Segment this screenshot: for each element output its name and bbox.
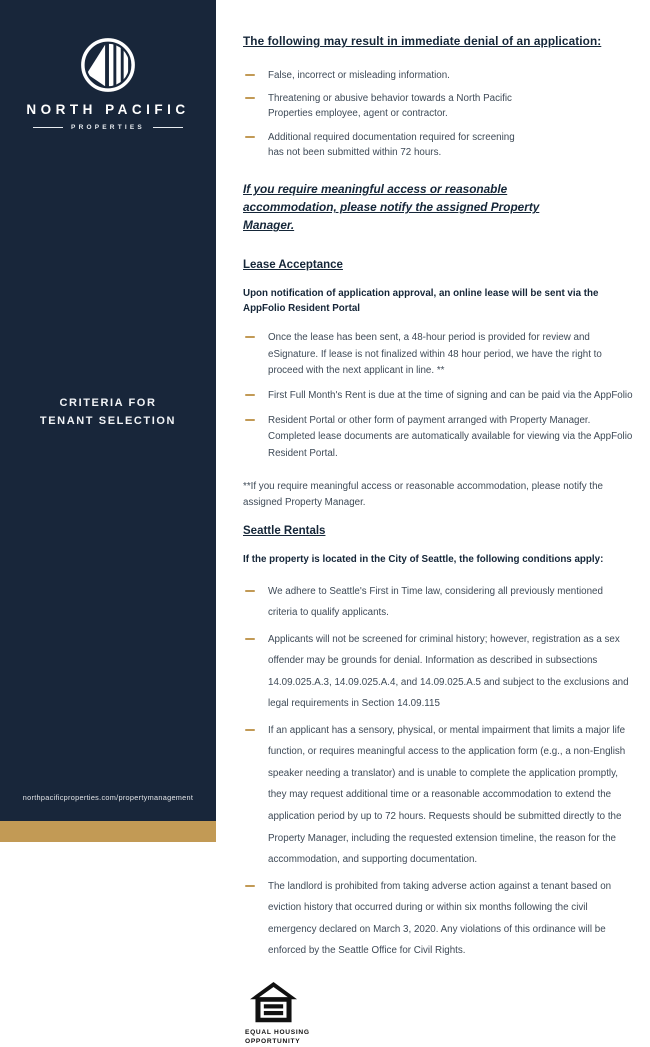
- dash-bullet-icon: [245, 336, 255, 338]
- dash-bullet-icon: [245, 136, 255, 138]
- list-item: Additional required documentation required for screening has not been submitted within 72 hours.: [243, 130, 528, 160]
- document-title-line1: CRITERIA FOR: [59, 397, 157, 409]
- denial-heading: The following may result in immediate denial of an application:: [243, 34, 602, 48]
- list-item: Applicants will not be screened for criminal history; however, registration as a sex offender may be grounds for denial. Information as described in subsections 14.09.025.A.3, 14.09.025.A.4, and 14.09.025.A.5 and subject to the exclusions and legal requirements in Section 14.09.115: [243, 629, 635, 715]
- gold-accent-bar: [0, 821, 216, 842]
- list-item: Resident Portal or other form of payment arranged with Property Manager. Completed lease documents are automatically available for viewing via the AppFolio Resident Portal.: [243, 413, 635, 463]
- dash-bullet-icon: [245, 638, 255, 640]
- dash-bullet-icon: [245, 419, 255, 421]
- list-item: Once the lease has been sent, a 48-hour period is provided for review and eSignature. If lease is not finalized within 48 hour period, we have the right to proceed with the next applicant in line. **: [243, 330, 635, 380]
- brand-block: [0, 36, 216, 131]
- sidebar: [0, 0, 216, 821]
- seattle-list: [243, 581, 635, 962]
- dash-bullet-icon: [245, 97, 255, 99]
- brand-name: NORTH PACIFIC: [26, 102, 190, 117]
- equal-housing-label: EQUAL HOUSING OPPORTUNITY: [245, 1028, 310, 1046]
- main-content: [243, 0, 635, 1046]
- dash-bullet-icon: [245, 590, 255, 592]
- list-item: The landlord is prohibited from taking adverse action against a tenant based on eviction history that occurred during or within six months following the civil emergency declared on March 3, 2020. Any violations of this ordinance will be enforced by the Seattle Office for Civil Rights.: [243, 876, 635, 962]
- footer-url: northpacificproperties.com/propertymanagement: [22, 793, 194, 802]
- brand-subname-row: [0, 124, 216, 131]
- list-item: If an applicant has a sensory, physical, or mental impairment that limits a major life function, or requires meaningful access to the application form (e.g., a non-English speaker needing a translator) and is unable to complete the application promptly, they may request additional time or a reasonable accommodation to extend the application period by up to 72 hours. Requests should be submitted directly to the Property Manager, including the requested extension timeline, the reason for the accommodation, and supporting documentation.: [243, 720, 635, 871]
- rule-left: [33, 127, 63, 128]
- document-title-line2: TENANT SELECTION: [39, 415, 177, 428]
- dash-bullet-icon: [245, 729, 255, 731]
- list-item: False, incorrect or misleading information.: [243, 68, 528, 83]
- equal-housing-block: [245, 982, 315, 1047]
- lease-intro: Upon notification of application approval, an online lease will be sent via the AppFolio Resident Portal: [243, 287, 599, 315]
- list-item: We adhere to Seattle's First in Time law, considering all previously mentioned criteria to qualify applicants.: [243, 581, 635, 624]
- lease-list: [243, 330, 635, 462]
- dash-bullet-icon: [245, 74, 255, 76]
- lease-heading: Lease Acceptance: [243, 258, 343, 271]
- brand-subname: PROPERTIES: [71, 124, 145, 131]
- rule-right: [153, 127, 183, 128]
- list-item: First Full Month's Rent is due at the time of signing and can be paid via the AppFolio: [243, 388, 635, 405]
- seattle-heading: Seattle Rentals: [243, 524, 326, 537]
- north-pacific-logo-icon: [79, 36, 137, 94]
- dash-bullet-icon: [245, 394, 255, 396]
- lease-note: **If you require meaningful access or reasonable accommodation, please notify the assigned Property Manager.: [243, 480, 603, 508]
- seattle-intro: If the property is located in the City of Seattle, the following conditions apply:: [243, 553, 604, 565]
- accommodation-notice: If you require meaningful access or reasonable accommodation, please notify the assigned Property Manager.: [243, 181, 540, 233]
- list-item: Threatening or abusive behavior towards a North Pacific Properties employee, agent or contractor.: [243, 91, 528, 121]
- dash-bullet-icon: [245, 885, 255, 887]
- denial-list: [243, 68, 528, 160]
- document-title: [0, 394, 216, 430]
- equal-housing-opportunity-icon: [250, 982, 297, 1024]
